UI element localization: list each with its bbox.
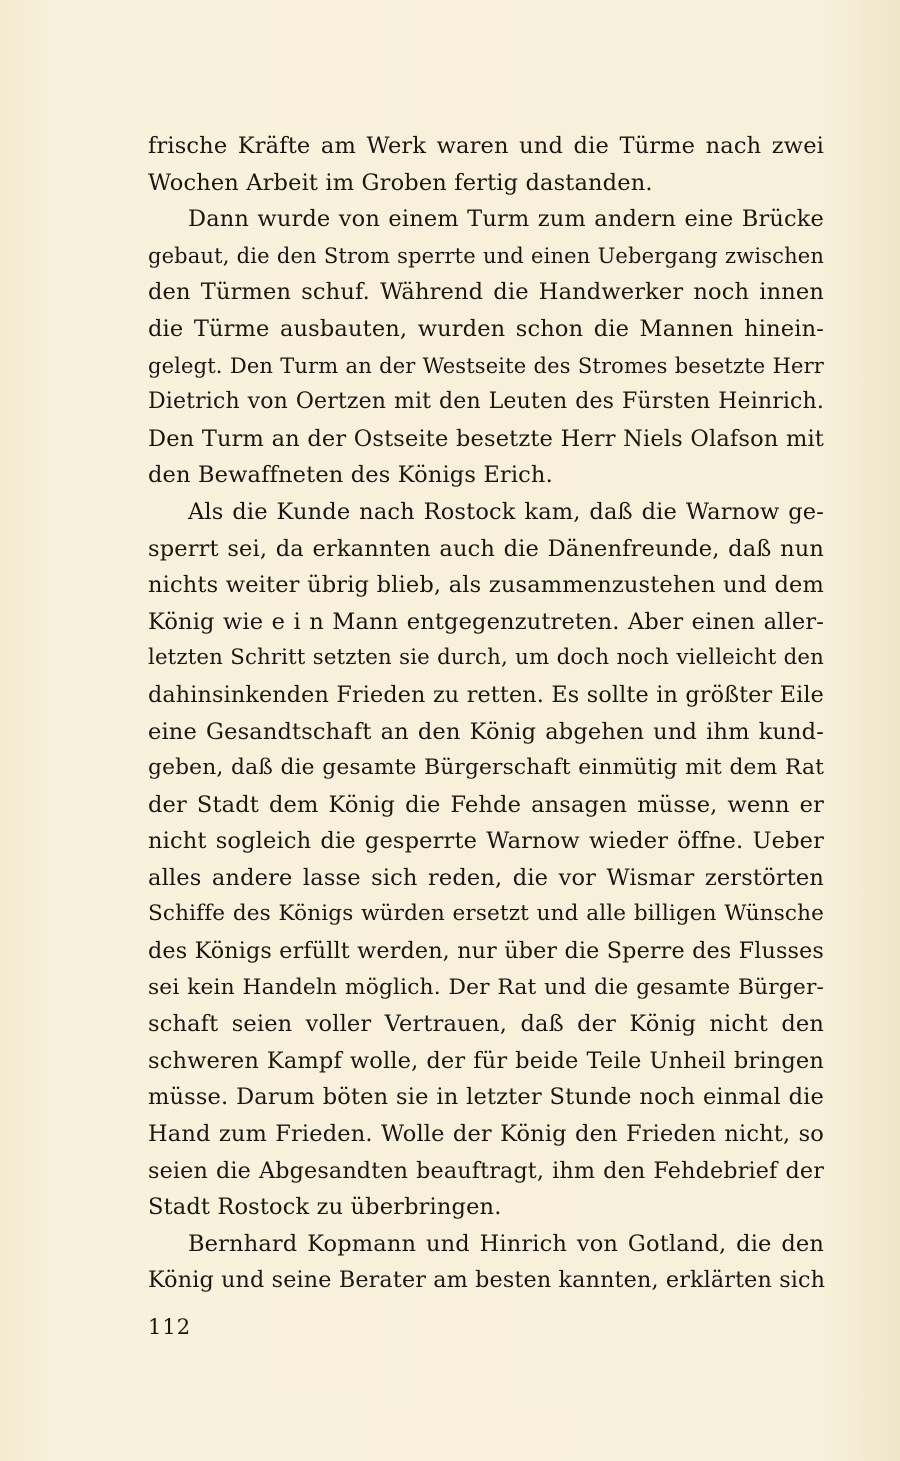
text-line: Als die Kunde nach Rostock kam, daß die Warnow ge- bbox=[188, 498, 824, 525]
text-line: König und seine Berater am besten kannten, erklärten sich bbox=[148, 1267, 826, 1294]
text-line: gelegt. Den Turm an der Westseite des Stromes besetzte Herr bbox=[148, 353, 824, 378]
text-line: nicht sogleich die gesperrte Warnow wieder öffne. Ueber bbox=[148, 828, 824, 855]
text-line: König wie e i n Mann entgegenzutreten. Aber einen aller- bbox=[148, 608, 824, 635]
page-number: 112 bbox=[148, 1315, 192, 1339]
text-line: letzten Schritt setzten sie durch, um doch noch vielleicht den bbox=[148, 645, 824, 671]
text-line: geben, daß die gesamte Bürgerschaft einmütig mit dem Rat bbox=[148, 755, 824, 781]
text-line: schaft seien voller Vertrauen, daß der König nicht den bbox=[148, 1011, 824, 1038]
text-line: gebaut, die den Strom sperrte und einen Uebergang zwischen bbox=[148, 243, 824, 268]
text-line: die Türme ausbauten, wurden schon die Mannen hinein- bbox=[148, 315, 824, 342]
text-line: Bernhard Kopmann und Hinrich von Gotland, die den bbox=[188, 1230, 824, 1257]
text-line: Dann wurde von einem Turm zum andern eine Brücke bbox=[188, 206, 824, 233]
text-line: Hand zum Frieden. Wolle der König den Frieden nicht, so bbox=[148, 1121, 824, 1148]
text-line: den Türmen schuf. Während die Handwerker noch innen bbox=[148, 279, 824, 306]
text-line: sperrt sei, da erkannten auch die Dänenfreunde, daß nun bbox=[148, 535, 824, 562]
text-line: Wochen Arbeit im Groben fertig dastanden. bbox=[148, 169, 653, 196]
text-line: Dietrich von Oertzen mit den Leuten des Fürsten Heinrich. bbox=[148, 389, 824, 415]
text-line: den Bewaffneten des Königs Erich. bbox=[148, 462, 553, 489]
text-line: alles andere lasse sich reden, die vor Wismar zerstörten bbox=[148, 864, 824, 891]
text-line: eine Gesandtschaft an den König abgehen und ihm kund- bbox=[148, 718, 824, 745]
text-line: frische Kräfte am Werk waren und die Türme nach zwei bbox=[148, 133, 824, 159]
text-line: müsse. Darum böten sie in letzter Stunde noch einmal die bbox=[148, 1084, 824, 1111]
text-line: nichts weiter übrig blieb, als zusammenzustehen und dem bbox=[148, 572, 824, 599]
text-line: der Stadt dem König die Fehde ansagen müsse, wenn er bbox=[148, 791, 824, 818]
text-line: Stadt Rostock zu überbringen. bbox=[148, 1194, 502, 1221]
text-line: dahinsinkenden Frieden zu retten. Es sollte in größter Eile bbox=[148, 681, 824, 708]
text-line: Den Turm an der Ostseite besetzte Herr Niels Olafson mit bbox=[148, 425, 824, 452]
text-line: schweren Kampf wolle, der für beide Teile Unheil bringen bbox=[148, 1047, 824, 1074]
text-line: seien die Abgesandten beauftragt, ihm den Fehdebrief der bbox=[148, 1157, 824, 1184]
body-text bbox=[148, 128, 824, 1299]
text-line: Schiffe des Königs würden ersetzt und alle billigen Wünsche bbox=[148, 901, 824, 927]
text-line: des Königs erfüllt werden, nur über die Sperre des Flusses bbox=[148, 938, 824, 965]
text-line: sei kein Handeln möglich. Der Rat und die gesamte Bürger- bbox=[148, 974, 824, 1000]
